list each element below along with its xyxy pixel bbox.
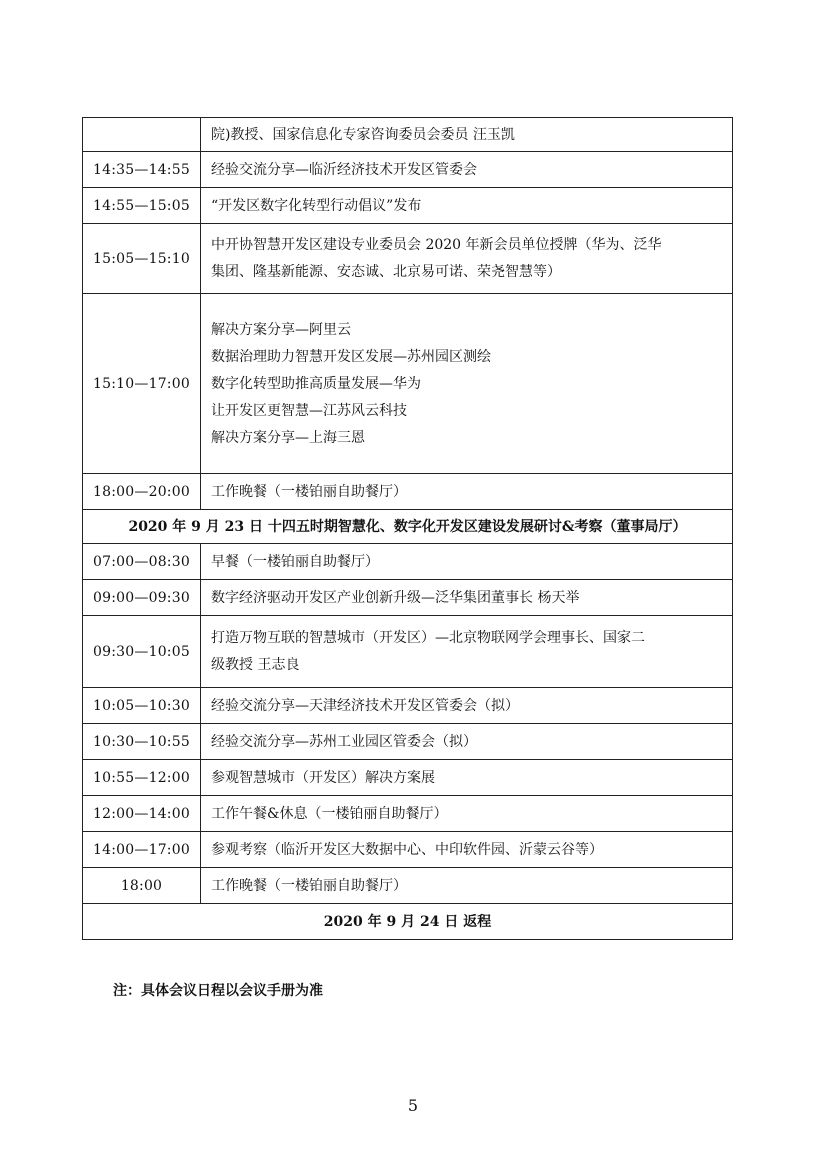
event-line: 打造万物互联的智慧城市（开发区）—北京物联网学会理事长、国家二 — [211, 630, 645, 646]
schedule-row — [83, 616, 733, 688]
event-cell — [201, 224, 733, 294]
time-cell: 10:55—12:00 — [83, 760, 201, 796]
event-cell — [201, 688, 733, 724]
event-line: 数字经济驱动开发区产业创新升级—泛华集团董事长 杨天举 — [211, 589, 580, 606]
event-cell — [201, 474, 733, 510]
time-cell: 14:55—15:05 — [83, 188, 201, 224]
time-cell: 14:35—14:55 — [83, 152, 201, 188]
event-line: 解决方案分享—阿里云 — [211, 321, 351, 338]
schedule-row — [83, 724, 733, 760]
event-line: 参观智慧城市（开发区）解决方案展 — [211, 769, 435, 786]
event-cell — [201, 152, 733, 188]
schedule-table — [82, 117, 733, 940]
event-cell — [201, 616, 733, 688]
schedule-row — [83, 474, 733, 510]
event-line: 参观考察（临沂开发区大数据中心、中印软件园、沂蒙云谷等） — [211, 841, 603, 858]
event-line: 早餐（一楼铂丽自助餐厅） — [211, 553, 379, 570]
schedule-row — [83, 688, 733, 724]
schedule-row — [83, 580, 733, 616]
event-cell — [201, 544, 733, 580]
event-cell — [201, 760, 733, 796]
event-cell — [201, 580, 733, 616]
time-cell: 15:10—17:00 — [83, 294, 201, 474]
schedule-row — [83, 224, 733, 294]
event-line: 让开发区更智慧—江苏风云科技 — [211, 402, 407, 419]
event-line: 集团、隆基新能源、安态诚、北京易可诺、荣尧智慧等） — [211, 264, 561, 280]
event-line: 工作晚餐（一楼铂丽自助餐厅） — [211, 877, 407, 894]
schedule-row — [83, 294, 733, 474]
event-line: 院)教授、国家信息化专家咨询委员会委员 汪玉凯 — [211, 126, 515, 143]
time-cell: 07:00—08:30 — [83, 544, 201, 580]
schedule-row — [83, 832, 733, 868]
event-cell — [201, 118, 733, 152]
day-header-row — [83, 510, 733, 544]
schedule-row — [83, 868, 733, 904]
event-line: 级教授 王志良 — [211, 657, 300, 673]
schedule-row — [83, 188, 733, 224]
schedule-row — [83, 152, 733, 188]
event-line: 工作午餐&休息（一楼铂丽自助餐厅） — [211, 805, 448, 822]
event-line: 数据治理助力智慧开发区发展—苏州园区测绘 — [211, 348, 491, 365]
day-header: 2020 年 9 月 23 日 十四五时期智慧化、数字化开发区建设发展研讨&考察（董事局厅） — [83, 510, 733, 544]
final-row — [83, 904, 733, 940]
event-cell — [201, 724, 733, 760]
event-line: “开发区数字化转型行动倡议”发布 — [211, 197, 422, 214]
event-cell — [201, 188, 733, 224]
event-line: 经验交流分享—苏州工业园区管委会（拟） — [211, 733, 477, 750]
time-cell — [83, 118, 201, 152]
event-line: 工作晚餐（一楼铂丽自助餐厅） — [211, 483, 407, 500]
time-cell: 12:00—14:00 — [83, 796, 201, 832]
return-day-cell: 2020 年 9 月 24 日 返程 — [83, 904, 733, 940]
event-line: 经验交流分享—临沂经济技术开发区管委会 — [211, 161, 477, 178]
time-cell: 10:05—10:30 — [83, 688, 201, 724]
time-cell: 09:00—09:30 — [83, 580, 201, 616]
event-cell — [201, 796, 733, 832]
event-line: 经验交流分享—天津经济技术开发区管委会（拟） — [211, 697, 519, 714]
time-cell: 09:30—10:05 — [83, 616, 201, 688]
event-cell — [201, 832, 733, 868]
schedule-row — [83, 760, 733, 796]
event-cell — [201, 294, 733, 474]
event-line: 解决方案分享—上海三恩 — [211, 429, 365, 446]
schedule-row — [83, 118, 733, 152]
time-cell: 18:00 — [83, 868, 201, 904]
time-cell: 15:05—15:10 — [83, 224, 201, 294]
schedule-note: 注：具体会议日程以会议手册为准 — [113, 983, 323, 999]
schedule-row — [83, 796, 733, 832]
page-number: 5 — [407, 1096, 419, 1115]
event-cell — [201, 868, 733, 904]
time-cell: 14:00—17:00 — [83, 832, 201, 868]
event-line: 中开协智慧开发区建设专业委员会 2020 年新会员单位授牌（华为、泛华 — [211, 237, 662, 253]
time-cell: 10:30—10:55 — [83, 724, 201, 760]
schedule-row — [83, 544, 733, 580]
event-line: 数字化转型助推高质量发展—华为 — [211, 375, 421, 392]
time-cell: 18:00—20:00 — [83, 474, 201, 510]
